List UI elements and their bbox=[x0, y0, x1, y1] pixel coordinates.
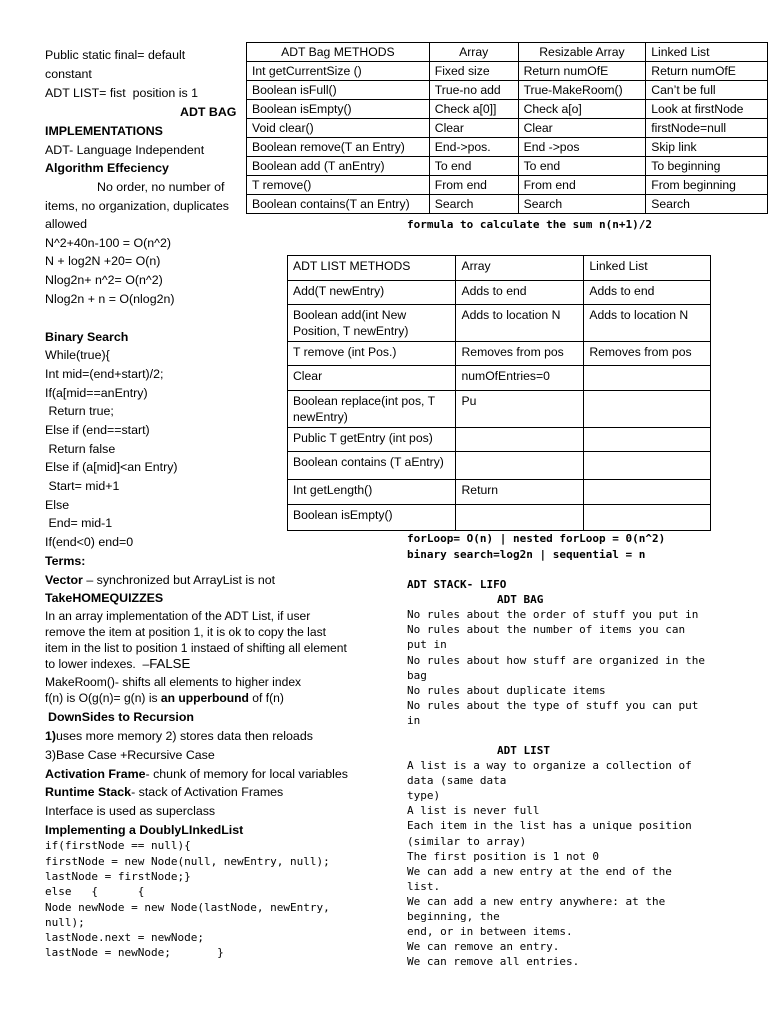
quiz-line: In an array implementation of the ADT List, if user bbox=[45, 609, 311, 623]
table-cell: T remove (int Pos.) bbox=[288, 342, 456, 366]
table-cell: Check a[o] bbox=[518, 100, 646, 119]
table-cell: Search bbox=[429, 195, 518, 214]
table-cell bbox=[456, 452, 584, 480]
note-line: allowed bbox=[45, 217, 88, 231]
table-cell: firstNode=null bbox=[646, 119, 768, 138]
table-row bbox=[288, 342, 711, 366]
bag-note-line: No rules about the number of items you can bbox=[407, 623, 686, 637]
list-note-line: A list is never full bbox=[407, 804, 540, 818]
table-cell: Search bbox=[646, 195, 768, 214]
note-line bbox=[45, 689, 284, 707]
code-line: Return true; bbox=[45, 404, 114, 418]
bag-title: ADT BAG bbox=[497, 593, 544, 606]
formula-line: N^2+40n-100 = O(n^2) bbox=[45, 236, 171, 250]
code-line: null); bbox=[45, 916, 85, 929]
table-cell: Adds to end bbox=[584, 281, 711, 305]
note-line: No order, no number of bbox=[97, 180, 225, 194]
table-cell: From end bbox=[518, 176, 646, 195]
bag-note-line: No rules about how stuff are organized in the bbox=[407, 653, 706, 667]
table-row bbox=[288, 305, 711, 342]
table-cell: Return bbox=[456, 480, 584, 505]
note-line: Interface is used as superclass bbox=[45, 804, 216, 818]
table-cell bbox=[456, 428, 584, 452]
list-note-line: Each item in the list has a unique position bbox=[407, 819, 692, 833]
table-row bbox=[247, 138, 768, 157]
table-cell: End ->pos bbox=[518, 138, 646, 157]
table-cell bbox=[584, 480, 711, 505]
quiz-text: to lower indexes. – bbox=[45, 657, 150, 671]
column-header: Linked List bbox=[646, 43, 768, 62]
quiz-line bbox=[45, 655, 190, 673]
column-header: Linked List bbox=[584, 256, 711, 281]
table-cell: True-no add bbox=[429, 81, 518, 100]
list-note-line: We can remove an entry. bbox=[407, 940, 560, 954]
table-cell: Look at firstNode bbox=[646, 100, 768, 119]
note-line: ADT- Language Independent bbox=[45, 143, 205, 157]
table-header-row bbox=[247, 43, 768, 62]
code-line: lastNode = firstNode;} bbox=[45, 870, 191, 883]
code-line: Else bbox=[45, 498, 70, 512]
term-activation-frame: Activation Frame bbox=[45, 767, 146, 781]
heading-take-home-quizzes: TakeHOMEQUIZZES bbox=[45, 591, 164, 605]
table-cell bbox=[584, 391, 711, 428]
note-line: constant bbox=[45, 67, 92, 81]
table-cell: Int getLength() bbox=[288, 480, 456, 505]
note-line: items, no organization, duplicates bbox=[45, 199, 229, 213]
quiz-answer: FALSE bbox=[149, 656, 191, 671]
table-row bbox=[247, 100, 768, 119]
column-header: ADT LIST METHODS bbox=[288, 256, 456, 281]
table-cell: Removes from pos bbox=[584, 342, 711, 366]
table-cell: Boolean add(int New Position, T newEntry) bbox=[288, 305, 456, 342]
term-vector-desc: – synchronized but ArrayList is not bbox=[82, 573, 276, 587]
heading-implementations: IMPLEMENTATIONS bbox=[45, 124, 163, 138]
table-row bbox=[247, 62, 768, 81]
table-cell: Check a[0]] bbox=[429, 100, 518, 119]
table-row bbox=[288, 505, 711, 531]
list-note-line: list. bbox=[407, 879, 441, 893]
note-line: ADT LIST= fist position is 1 bbox=[45, 86, 198, 100]
table-cell: Boolean contains(T an Entry) bbox=[247, 195, 430, 214]
table-cell bbox=[584, 366, 711, 391]
table-cell bbox=[584, 452, 711, 480]
table-cell: Clear bbox=[288, 366, 456, 391]
table-cell: Fixed size bbox=[429, 62, 518, 81]
table-cell: Adds to end bbox=[456, 281, 584, 305]
table-cell: To end bbox=[429, 157, 518, 176]
code-line: Node newNode = new Node(lastNode, newEntry, bbox=[45, 901, 330, 914]
table-cell: To beginning bbox=[646, 157, 768, 176]
code-line: if(firstNode == null){ bbox=[45, 839, 191, 852]
adt-list-methods-table bbox=[287, 255, 711, 531]
note-line: MakeRoom()- shifts all elements to higher index bbox=[45, 675, 302, 689]
complexity-line: forLoop= O(n) | nested forLoop = 0(n^2) bbox=[407, 532, 666, 545]
table-cell: Public T getEntry (int pos) bbox=[288, 428, 456, 452]
table-cell: Boolean isFull() bbox=[247, 81, 430, 100]
table-cell: True-MakeRoom() bbox=[518, 81, 646, 100]
recursion-text: uses more memory 2) stores data then reloads bbox=[56, 729, 313, 743]
table-cell: Boolean contains (T aEntry) bbox=[288, 452, 456, 480]
table-cell: From beginning bbox=[646, 176, 768, 195]
formula-line: Nlog2n+ n^2= O(n^2) bbox=[45, 273, 163, 287]
table-cell: From end bbox=[429, 176, 518, 195]
code-line: Else if (a[mid]<an Entry) bbox=[45, 460, 178, 474]
list-note-line: end, or in between items. bbox=[407, 925, 573, 939]
code-line: If(end<0) end=0 bbox=[45, 535, 134, 549]
term-activation-desc: - chunk of memory for local variables bbox=[145, 767, 348, 781]
table-row bbox=[247, 119, 768, 138]
formula-line: N + log2N +20= O(n) bbox=[45, 254, 161, 268]
code-line: Start= mid+1 bbox=[45, 479, 120, 493]
bag-note-line: No rules about duplicate items bbox=[407, 684, 606, 697]
code-line: lastNode.next = newNode; bbox=[45, 931, 204, 944]
bag-note-line: No rules about the type of stuff you can put bbox=[407, 699, 699, 713]
heading-recursion-downsides: DownSides to Recursion bbox=[48, 710, 194, 724]
heading-algorithm-efficiency: Algorithm Effeciency bbox=[45, 161, 169, 175]
table-cell: Boolean isEmpty() bbox=[247, 100, 430, 119]
bigo-upperbound: an upperbound bbox=[160, 691, 249, 705]
table-cell: Skip link bbox=[646, 138, 768, 157]
table-cell: Return numOfE bbox=[646, 62, 768, 81]
table-cell: Boolean isEmpty() bbox=[288, 505, 456, 531]
bag-note-line: put in bbox=[407, 638, 447, 652]
column-header: Array bbox=[456, 256, 584, 281]
note-line-vector bbox=[45, 571, 275, 589]
list-note-line: (similar to array) bbox=[407, 834, 527, 848]
note-line bbox=[45, 765, 348, 783]
table-cell: Adds to location N bbox=[584, 305, 711, 342]
table-cell: numOfEntries=0 bbox=[456, 366, 584, 391]
note-line: Public static final= default bbox=[45, 48, 186, 62]
code-line: End= mid-1 bbox=[45, 516, 113, 530]
code-line: Int mid=(end+start)/2; bbox=[45, 367, 164, 381]
bigo-text: f(n) is O(g(n)= g(n) is bbox=[45, 691, 161, 705]
table-row bbox=[288, 452, 711, 480]
table-cell: End->pos. bbox=[429, 138, 518, 157]
list-title: ADT LIST bbox=[497, 744, 550, 757]
term-runtime-stack: Runtime Stack bbox=[45, 785, 132, 799]
list-note-line: We can add a new entry anywhere: at the bbox=[407, 894, 666, 908]
table-row bbox=[288, 281, 711, 305]
recursion-num: 1) bbox=[45, 729, 57, 743]
note-line: 3)Base Case +Recursive Case bbox=[45, 748, 215, 762]
term-vector: Vector bbox=[45, 573, 83, 587]
table-cell bbox=[456, 505, 584, 531]
list-note-line: We can remove all entries. bbox=[407, 955, 580, 969]
table-row bbox=[247, 176, 768, 195]
table-row bbox=[247, 157, 768, 176]
heading-doubly-linked-list: Implementing a DoublyLInkedList bbox=[45, 823, 244, 837]
list-note-line: The first position is 1 not 0 bbox=[407, 849, 600, 863]
table-cell: Clear bbox=[429, 119, 518, 138]
stack-title: ADT STACK- LIFO bbox=[407, 578, 507, 591]
table-row bbox=[247, 81, 768, 100]
note-line bbox=[45, 727, 313, 745]
table-cell: T remove() bbox=[247, 176, 430, 195]
table-row bbox=[288, 366, 711, 391]
table-row bbox=[247, 195, 768, 214]
bag-note-line: bag bbox=[407, 668, 427, 682]
list-note-line: beginning, the bbox=[407, 910, 500, 923]
table-row bbox=[288, 428, 711, 452]
list-note-line: A list is a way to organize a collection of bbox=[407, 759, 692, 772]
table-cell bbox=[584, 428, 711, 452]
table-cell: Adds to location N bbox=[456, 305, 584, 342]
complexity-line: binary search=log2n | sequential = n bbox=[407, 548, 646, 561]
bigo-tail: of f(n) bbox=[248, 691, 284, 705]
code-line: If(a[mid==anEntry) bbox=[45, 386, 148, 400]
table-cell: Boolean add (T anEntry) bbox=[247, 157, 430, 176]
quiz-line: item in the list to position 1 instaed of shifting all element bbox=[45, 641, 347, 655]
table-row bbox=[288, 480, 711, 505]
table-cell: Can’t be full bbox=[646, 81, 768, 100]
table-cell bbox=[584, 505, 711, 531]
formula-note: formula to calculate the sum n(n+1)/2 bbox=[407, 218, 653, 231]
heading-terms: Terms: bbox=[45, 554, 86, 568]
quiz-line: remove the item at position 1, it is ok to copy the last bbox=[45, 625, 326, 639]
note-line bbox=[45, 783, 283, 801]
list-note-line: data (same data bbox=[407, 774, 507, 788]
table-cell: Return numOfE bbox=[518, 62, 646, 81]
table-row bbox=[288, 391, 711, 428]
code-line: firstNode = new Node(null, newEntry, null); bbox=[45, 855, 330, 868]
bag-note-line: No rules about the order of stuff you put in bbox=[407, 608, 699, 621]
list-note-line: We can add a new entry at the end of the bbox=[407, 864, 672, 878]
table-cell: Removes from pos bbox=[456, 342, 584, 366]
table-cell: Search bbox=[518, 195, 646, 214]
formula-line: Nlog2n + n = O(nlog2n) bbox=[45, 292, 175, 306]
code-line: else { { bbox=[45, 885, 145, 898]
table-cell: Void clear() bbox=[247, 119, 430, 138]
bag-note-line: in bbox=[407, 714, 421, 728]
heading-binary-search: Binary Search bbox=[45, 330, 129, 344]
column-header: ADT Bag METHODS bbox=[247, 43, 430, 62]
code-line: Else if (end==start) bbox=[45, 423, 150, 437]
code-line: lastNode = newNode; } bbox=[45, 946, 224, 959]
code-line: While(true){ bbox=[45, 348, 110, 362]
table-cell: Boolean replace(int pos, T newEntry) bbox=[288, 391, 456, 428]
table-cell: Add(T newEntry) bbox=[288, 281, 456, 305]
table-cell: Pu bbox=[456, 391, 584, 428]
table-cell: Int getCurrentSize () bbox=[247, 62, 430, 81]
code-line: Return false bbox=[45, 442, 116, 456]
table-cell: Boolean remove(T an Entry) bbox=[247, 138, 430, 157]
adt-bag-methods-table bbox=[246, 42, 768, 214]
column-header: Array bbox=[429, 43, 518, 62]
term-runtime-desc: - stack of Activation Frames bbox=[131, 785, 284, 799]
table-cell: To end bbox=[518, 157, 646, 176]
table-cell: Clear bbox=[518, 119, 646, 138]
table-header-row bbox=[288, 256, 711, 281]
column-header: Resizable Array bbox=[518, 43, 646, 62]
list-note-line: type) bbox=[407, 789, 441, 803]
heading-adt-bag: ADT BAG bbox=[180, 105, 237, 119]
